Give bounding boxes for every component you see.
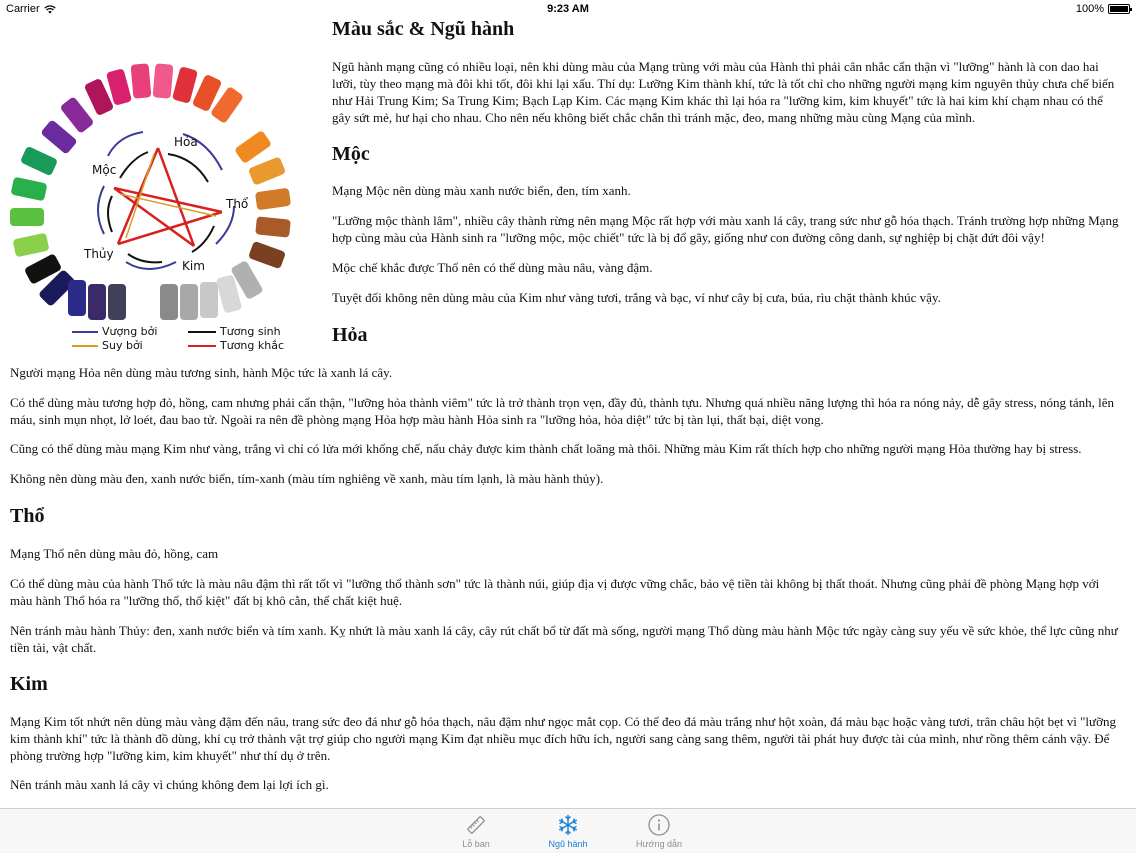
section-heading-hoa: Hỏa <box>332 324 368 346</box>
color-wheel <box>10 63 291 320</box>
hoa-paragraph-1: Người mạng Hỏa nên dùng màu tương sinh, hành Mộc tức là xanh lá cây. <box>10 365 393 380</box>
tab-ngu-hanh[interactable] <box>528 813 608 849</box>
label-thuy: Thủy <box>84 247 114 261</box>
section-heading-tho: Thổ <box>10 505 45 527</box>
tab-ngu-hanh-label: Ngũ hành <box>548 839 588 849</box>
carrier-label: Carrier <box>6 3 40 15</box>
weakening-arrows <box>120 154 216 238</box>
hoa-paragraph-4: Không nên dùng màu đen, xanh nước biển, tím-xanh (màu tím nghiêng về xanh, màu tím lạnh, là màu hành thủy). <box>10 471 604 486</box>
legend-vuong-boi: Vượng bởi <box>102 325 158 338</box>
article-scroll-view[interactable] <box>0 18 1136 808</box>
section-heading-moc: Mộc <box>332 143 370 165</box>
diagram-legend <box>72 325 284 352</box>
moc-paragraph-3: Mộc chế khắc được Thổ nên có thể dùng màu nâu, vàng đậm. <box>332 260 653 275</box>
moc-paragraph-1: Mạng Mộc nên dùng màu xanh nước biển, đen, tím xanh. <box>332 183 631 198</box>
status-right <box>1076 3 1130 15</box>
battery-percent: 100% <box>1075 3 1104 15</box>
intro-paragraph: Ngũ hành mạng cũng có nhiều loại, nên khi dùng màu của Mạng trùng với màu của Hành thì phải cân nhắc cẩn thận vì "lưỡng" hành là con dao hai lưỡi, tùy theo mạng mà đôi khi tốt, đôi khi lại xấu. Thí dụ: Lưỡng Kim thành khí, tức là tốt chỉ cho những người mạng kim nguyên thủy chưa chế biến như Hải Trung Kim; Sa Trung Kim; Bạch Lạp Kim. Các mạng Kim khác thì lại hóa ra "lưỡng kim, kim khuyết" tức là hai kim khí chạm nhau có thể gây sứt mẻ, hư hại cho nhau. Cho nên nếu không biết chắc chắn thì tránh mặc, đeo, mang những màu cùng Mạng của mình. <box>332 59 1115 125</box>
tab-lo-ban-label: Lỗ ban <box>462 839 490 849</box>
moc-paragraph-2: "Lưỡng mộc thành lâm", nhiều cây thành rừng nên mạng Mộc rất hợp với màu xanh lá cây, trang sức như gỗ hóa thạch. Tránh trường hợp những Mạng hợp cùng màu của Hành sinh ra "lưỡng mộc, mộc chiết" tức là bị đổ gãy, giống như con đường công danh, sự nghiệp bị chặt đứt đôi vậy! <box>332 213 1119 245</box>
status-bar <box>0 0 1136 18</box>
label-kim: Kim <box>182 259 205 273</box>
label-hoa: Hỏa <box>174 135 198 149</box>
legend-suy-boi: Suy bởi <box>102 339 143 352</box>
label-tho: Thổ <box>226 197 249 211</box>
ruler-icon <box>464 813 488 837</box>
kim-paragraph-2: Nên tránh màu xanh lá cây vì chúng không đem lại lợi ích gì. <box>10 777 329 792</box>
tho-paragraph-1: Mạng Thổ nên dùng màu đỏ, hồng, cam <box>10 546 219 561</box>
tab-huong-dan-label: Hướng dẫn <box>636 839 682 849</box>
section-heading-kim: Kim <box>10 673 48 695</box>
tab-bar <box>0 808 1136 853</box>
tho-paragraph-2: Có thể dùng màu của hành Thổ tức là màu nâu đậm thì rất tốt vì "lưỡng thổ thành sơn" tức là thành núi, giúp địa vị được vững chắc, bảo vệ tiền tài không bị thất thoát. Nhưng cũng phải đề phòng Mạng hợp với màu hành Thổ hóa ra "lưỡng thổ, thổ kiệt" đất bị khô cằn, thể chất kiệt huệ. <box>10 576 1100 608</box>
tab-huong-dan[interactable] <box>619 813 699 849</box>
hoa-paragraph-2: Có thể dùng màu tương hợp đỏ, hồng, cam nhưng phải cẩn thận, "lưỡng hỏa thành viêm" tức là trở thành trọn vẹn, đầy đủ, thành tựu. Nhưng quá nhiều năng lượng thì hóa ra nóng nảy, dễ gây stress, nóng tánh, lên máu, sinh mụn nhọt, lở loét, đau bao tử. Ngoài ra nên đề phòng mạng Hỏa hợp màu hành Hỏa sinh ra "lưỡng hỏa, hỏa diệt" tức bị tàn lụi, thất bại, diệt vong. <box>10 395 1115 427</box>
status-time: 9:23 AM <box>547 3 589 15</box>
tab-lo-ban[interactable] <box>436 813 516 849</box>
legend-tuong-sinh: Tương sinh <box>220 325 281 338</box>
snowflake-icon <box>556 813 580 837</box>
page-title: Màu sắc & Ngũ hành <box>332 18 515 40</box>
battery-icon <box>1108 4 1130 14</box>
kim-paragraph-1: Mạng Kim tốt nhứt nên dùng màu vàng đậm đến nâu, trang sức đeo đá như gỗ hóa thạch, nâu đậm như ngọc mắt cọp. Có thể đeo đá màu trắng như hột xoàn, đá màu bạc hoặc vàng tươi, trân châu hột bẹt vì "lưỡng kim thành khí" tức là thành đồ dùng, khí cụ trở thành vật trợ giúp cho người mạng Kim đạt nhiều mục đích hữu ích, người sang càng sang thêm, người tài phát huy được tài của mình, như rồng thêm cánh vậy. Để phòng trường hợp "lưỡng kim, kim khuyết" như thí dụ ở trên. <box>10 714 1116 763</box>
moc-paragraph-4: Tuyệt đối không nên dùng màu của Kim như vàng tươi, trắng và bạc, ví như cây bị cưa, búa, rìu chặt thành khúc vậy. <box>332 290 941 305</box>
legend-tuong-khac: Tương khắc <box>220 339 285 352</box>
hoa-paragraph-3: Cũng có thể dùng màu mạng Kim như vàng, trắng vì chỉ có lửa mới khống chế, nấu chảy được kim thành chất loãng mà thôi. Những màu Kim rất thích hợp cho những người mạng Hỏa thường hay bị stress. <box>10 441 1082 456</box>
info-icon <box>647 813 671 837</box>
five-elements-diagram <box>8 48 298 368</box>
label-moc: Mộc <box>92 163 117 177</box>
tho-paragraph-3: Nên tránh màu hành Thủy: đen, xanh nước biển và tím xanh. Kỵ nhứt là màu xanh lá cây, cây rút chất bổ từ đất mà sống, người mạng Thổ dùng màu hành Mộc tức ngày càng suy yếu về sức khỏe, thể lực cũng như tiền tài, vật chất. <box>10 623 1118 655</box>
